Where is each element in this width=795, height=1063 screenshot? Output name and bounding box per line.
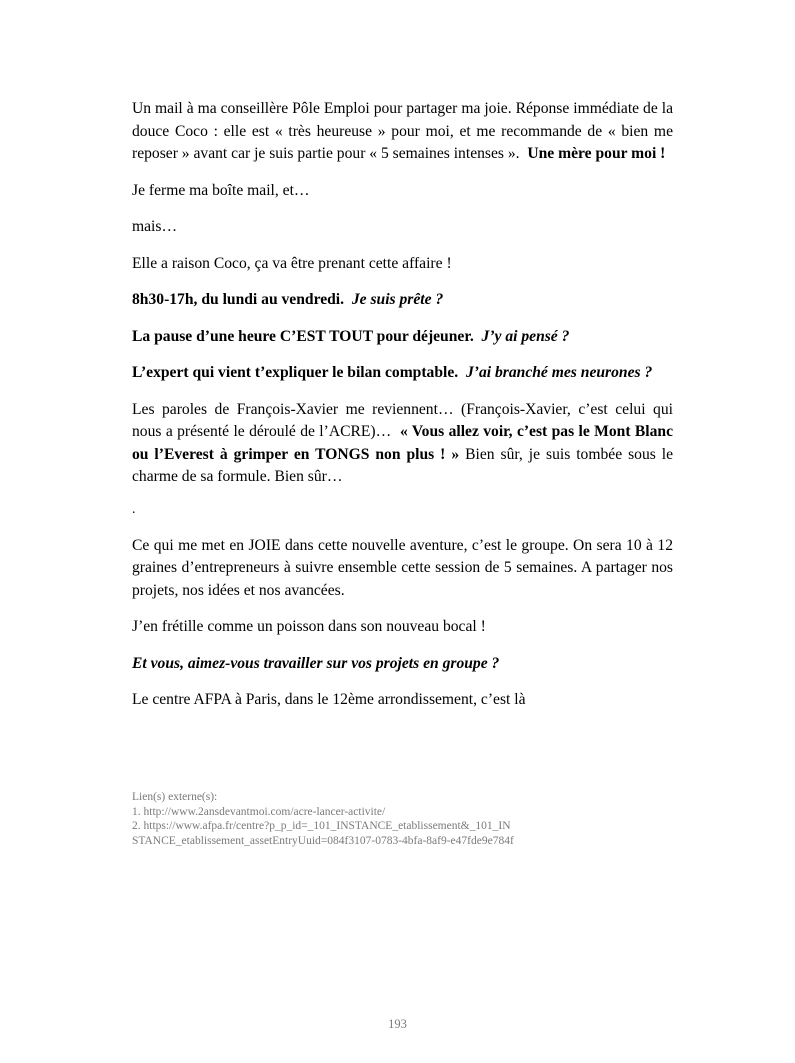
paragraph-close-mailbox: Je ferme ma boîte mail, et… (132, 181, 310, 199)
external-links-heading: Lien(s) externe(s): (132, 791, 218, 803)
expert-text: L’expert qui vient t’expliquer le bilan comptable. (132, 364, 459, 381)
paragraph-expert (132, 362, 673, 385)
francois-xavier-intro: Les paroles de François-Xavier me reviennent… (François-Xavier, c’est celui qui nous a présenté le déroulé de l’ACRE)… (132, 400, 673, 440)
document-body (132, 98, 673, 712)
paragraph-coco-right: Elle a raison Coco, ça va être prenant cette affaire ! (132, 254, 452, 272)
paragraph-lunch-break (132, 326, 673, 349)
mother-remark: Une mère pour moi ! (527, 145, 666, 162)
external-link-2-line-1[interactable]: 2. https://www.afpa.fr/centre?p_p_id=_101_INSTANCE_etablissement&_101_IN (132, 820, 511, 832)
schedule-hours: 8h30-17h, du lundi au vendredi. (132, 291, 345, 308)
francois-xavier-after: Bien sûr, je suis tombée sous le charme de sa formule. Bien sûr… (132, 445, 674, 485)
expert-question: J’ai branché mes neurones ? (465, 364, 653, 381)
schedule-question: Je suis prête ? (351, 291, 444, 308)
paragraph-mail (132, 98, 673, 166)
paragraph-group-joy: Ce qui me met en JOIE dans cette nouvelle aventure, c’est le groupe. On sera 10 à 12 graines d’entrepreneurs à suivre ensemble cette session de 5 semaines. A partager nos projets, nos idées et nos avancées. (132, 536, 673, 599)
paragraph-question-group: Et vous, aimez-vous travailler sur vos projets en groupe ? (132, 654, 500, 672)
francois-xavier-quote: « Vous allez voir, c’est pas le Mont Blanc ou l’Everest à grimper en TONGS non plus ! » (132, 423, 674, 463)
paragraph-dot: . (132, 501, 136, 517)
lunch-break-text: La pause d’une heure C’EST TOUT pour déjeuner. (132, 327, 474, 345)
paragraph-afpa-center: Le centre AFPA à Paris, dans le 12ème arrondissement, c’est là (132, 691, 526, 708)
external-links (132, 790, 602, 848)
external-link-1[interactable]: 1. http://www.2ansdevantmoi.com/acre-lancer-activite/ (132, 805, 386, 818)
lunch-break-question: J’y ai pensé ? (481, 327, 570, 345)
page-number: 193 (388, 1017, 407, 1031)
paragraph-francois-xavier (132, 399, 673, 489)
paragraph-fish: J’en frétille comme un poisson dans son nouveau bocal ! (132, 618, 486, 635)
external-link-2-line-2[interactable]: STANCE_etablissement_assetEntryUuid=084f3107-0783-4bfa-8af9-e47fde9e784f (132, 834, 514, 847)
paragraph-mais: mais… (132, 218, 178, 235)
paragraph-schedule (132, 289, 673, 312)
mail-text: Un mail à ma conseillère Pôle Emploi pour partager ma joie. Réponse immédiate de la douce Coco : elle est « très heureuse » pour moi, et me recommande de « bien me reposer » avant car je suis partie pour « 5 semaines intenses ». (132, 100, 673, 162)
